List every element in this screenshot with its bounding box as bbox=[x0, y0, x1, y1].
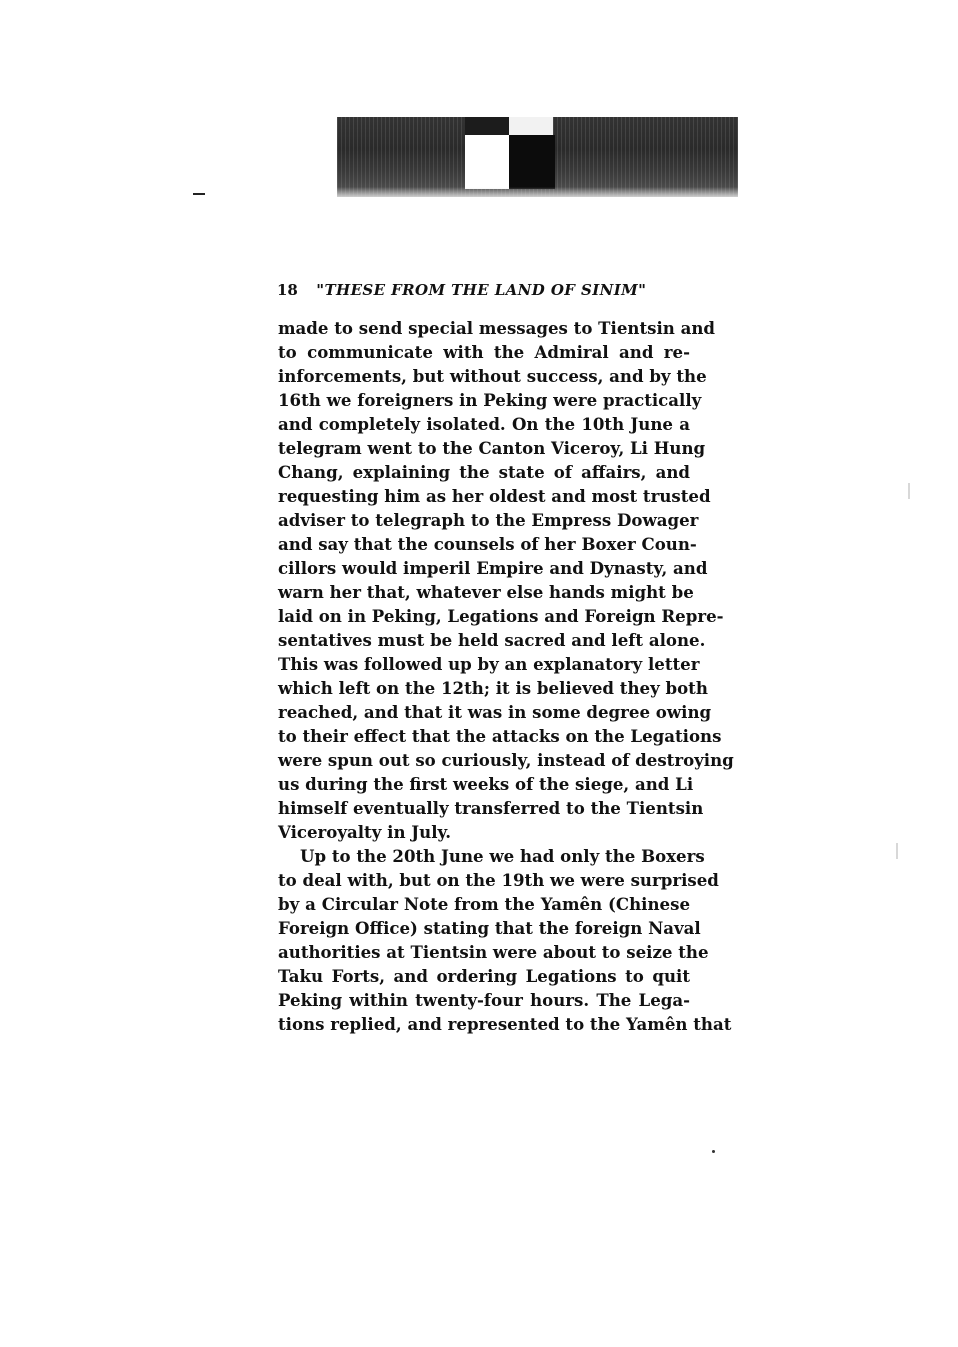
text-line: Chang, explaining the state of affairs, and bbox=[278, 462, 690, 482]
scan-block bbox=[509, 135, 555, 189]
margin-mark bbox=[193, 193, 205, 195]
text-line: cillors would imperil Empire and Dynasty, and bbox=[278, 558, 708, 578]
running-title: "THESE FROM THE LAND OF SINIM" bbox=[316, 281, 647, 299]
text-line: made to send special messages to Tientsin and bbox=[278, 318, 716, 338]
text-line: which left on the 12th; it is believed they both bbox=[278, 678, 708, 698]
body-text bbox=[278, 316, 734, 1036]
text-line: requesting him as her oldest and most trusted bbox=[278, 486, 711, 506]
text-line: to communicate with the Admiral and re- bbox=[278, 342, 690, 362]
text-line: and say that the counsels of her Boxer Coun- bbox=[278, 534, 697, 554]
scan-speck bbox=[712, 1150, 715, 1153]
text-line: authorities at Tientsin were about to seize the bbox=[278, 942, 709, 962]
text-line: Peking within twenty-four hours. The Lega- bbox=[278, 990, 690, 1010]
paragraph-1 bbox=[278, 316, 734, 844]
text-line: telegram went to the Canton Viceroy, Li Hung bbox=[278, 438, 706, 458]
running-head bbox=[277, 281, 697, 299]
text-line: us during the first weeks of the siege, and Li bbox=[278, 774, 694, 794]
text-line: 16th we foreigners in Peking were practically bbox=[278, 390, 702, 410]
scanned-header-artifact bbox=[337, 117, 738, 197]
text-line: sentatives must be held sacred and left alone. bbox=[278, 630, 706, 650]
text-line: Taku Forts, and ordering Legations to quit bbox=[278, 966, 690, 986]
text-line: Up to the 20th June we had only the Boxers bbox=[300, 846, 705, 866]
scan-block bbox=[465, 117, 509, 135]
text-line: to deal with, but on the 19th we were surprised bbox=[278, 870, 719, 890]
text-line: to their effect that the attacks on the Legations bbox=[278, 726, 722, 746]
text-line: were spun out so curiously, instead of destroying bbox=[278, 750, 734, 770]
scan-fade bbox=[337, 187, 738, 197]
text-line: adviser to telegraph to the Empress Dowager bbox=[278, 510, 699, 530]
scan-speck bbox=[908, 483, 910, 499]
text-line: by a Circular Note from the Yamên (Chinese bbox=[278, 894, 690, 914]
text-line: laid on in Peking, Legations and Foreign Repre- bbox=[278, 606, 724, 626]
text-line: Viceroyalty in July. bbox=[278, 822, 452, 842]
text-line: tions replied, and represented to the Yamên that bbox=[278, 1014, 732, 1034]
text-line: inforcements, but without success, and by the bbox=[278, 366, 707, 386]
text-line: and completely isolated. On the 10th June a bbox=[278, 414, 690, 434]
scan-block bbox=[465, 135, 509, 189]
text-line: reached, and that it was in some degree owing bbox=[278, 702, 712, 722]
scan-speck bbox=[896, 843, 898, 859]
text-line: himself eventually transferred to the Tientsin bbox=[278, 798, 704, 818]
text-line: warn her that, whatever else hands might be bbox=[278, 582, 694, 602]
page-number: 18 bbox=[277, 281, 298, 299]
scan-block bbox=[509, 117, 553, 135]
text-line: This was followed up by an explanatory letter bbox=[278, 654, 700, 674]
text-line: Foreign Office) stating that the foreign Naval bbox=[278, 918, 701, 938]
paragraph-2 bbox=[278, 844, 732, 1036]
